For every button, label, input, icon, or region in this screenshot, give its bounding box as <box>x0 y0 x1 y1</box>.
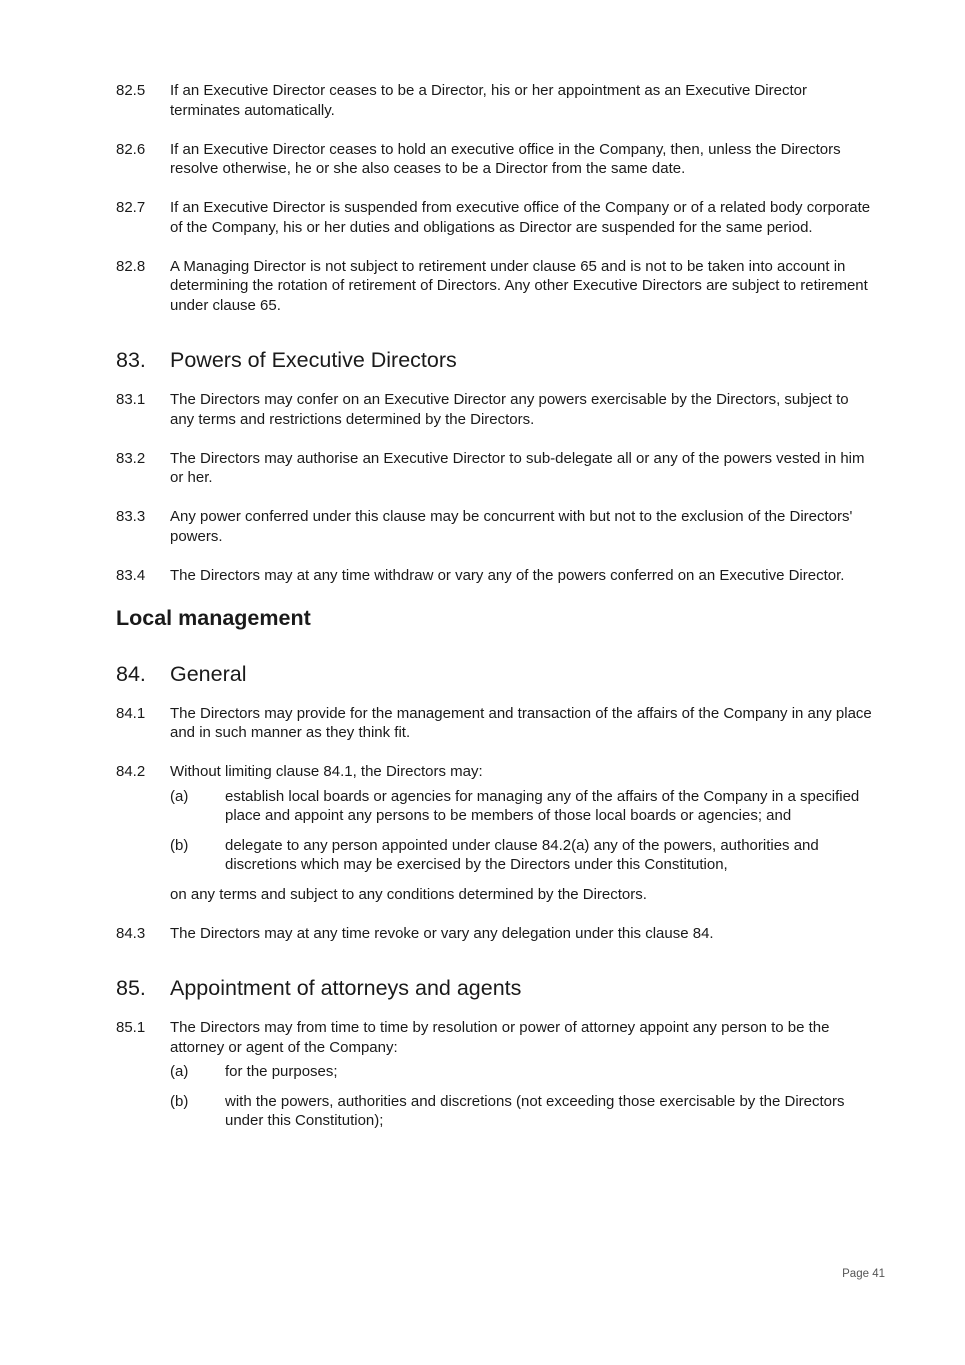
clause-85-1 <box>116 1018 876 1131</box>
subclause-label: (b) <box>170 1092 189 1110</box>
clause-number: 82.5 <box>116 82 146 99</box>
clause-83-2 <box>116 449 876 488</box>
clause-83-3 <box>116 507 876 546</box>
clause-number: 83.4 <box>116 566 146 584</box>
clause-text: If an Executive Director is suspended from executive office of the Company or of a related body corporate of the Company, his or her duties and obligations as Director are suspended for the same period. <box>170 199 871 236</box>
clause-84-1 <box>116 704 876 743</box>
section-number: 84. <box>116 661 146 686</box>
clause-number: 85.1 <box>116 1019 146 1036</box>
clause-body <box>170 1018 876 1131</box>
clause-number: 83.1 <box>116 391 146 408</box>
clause-body <box>170 762 876 904</box>
section-number: 85. <box>116 976 146 1000</box>
clause-83-1 <box>116 390 876 429</box>
page-number: Page 41 <box>842 1268 885 1280</box>
clause-text: The Directors may provide for the management and transaction of the affairs of the Company in any place and in such manner as they think fit. <box>170 704 872 741</box>
clause-82-5 <box>116 81 876 120</box>
section-number: 83. <box>116 348 146 372</box>
clause-text: The Directors may from time to time by resolution or power of attorney appoint any person to be the attorney or agent of the Company: <box>170 1019 830 1056</box>
subclause-text: establish local boards or agencies for managing any of the affairs of the Company in a specified place and appoint any persons to be members of those local boards or agencies; and <box>225 787 860 824</box>
clause-82-6 <box>116 140 876 179</box>
section-heading-85 <box>116 975 876 1001</box>
clause-number: 82.6 <box>116 140 146 158</box>
subclause-b <box>170 836 876 875</box>
subclause-label: (a) <box>170 787 189 805</box>
section-heading-84 <box>116 661 876 687</box>
clause-trailing-text: on any terms and subject to any conditions determined by the Directors. <box>170 885 647 903</box>
section-title: General <box>170 661 247 686</box>
document-page <box>116 81 876 1150</box>
clause-number: 84.3 <box>116 924 146 942</box>
section-heading-83 <box>116 347 876 373</box>
clause-84-3 <box>116 924 876 944</box>
clause-text: A Managing Director is not subject to retirement under clause 65 and is not to be taken into account in determining the rotation of retirement of Directors. Any other Executive Directors are subject to retirement under clause 65. <box>170 257 868 314</box>
subclause-text: delegate to any person appointed under clause 84.2(a) any of the powers, authorities and discretions which may be exercised by the Directors under this Constitution, <box>225 836 819 873</box>
clause-number: 82.7 <box>116 199 146 216</box>
subclause-b <box>170 1092 876 1131</box>
clause-text: If an Executive Director ceases to hold an executive office in the Company, then, unless the Directors resolve otherwise, he or she also ceases to be a Director from the same date. <box>170 140 841 177</box>
part-heading: Local management <box>116 605 311 630</box>
clause-text: The Directors may at any time revoke or vary any delegation under this clause 84. <box>170 924 714 942</box>
clause-number: 84.1 <box>116 704 146 722</box>
clause-text: Any power conferred under this clause may be concurrent with but not to the exclusion of the Directors' powers. <box>170 508 853 545</box>
clause-text: If an Executive Director ceases to be a Director, his or her appointment as an Executive Director terminates automatically. <box>170 82 807 119</box>
clause-82-8 <box>116 257 876 316</box>
clause-number: 82.8 <box>116 257 146 275</box>
subclause-a <box>170 1062 876 1082</box>
subclause-label: (a) <box>170 1063 189 1080</box>
clause-text: The Directors may at any time withdraw or vary any of the powers conferred on an Executive Director. <box>170 566 845 584</box>
clause-text: The Directors may authorise an Executive Director to sub-delegate all or any of the powers vested in him or her. <box>170 449 865 486</box>
clause-number: 83.2 <box>116 449 146 467</box>
subclause-label: (b) <box>170 836 189 854</box>
clause-text: The Directors may confer on an Executive Director any powers exercisable by the Directors, subject to any terms and restrictions determined by the Directors. <box>170 391 849 428</box>
clause-84-2 <box>116 762 876 904</box>
subclause-a <box>170 787 876 826</box>
clause-82-7 <box>116 198 876 237</box>
subclause-text: with the powers, authorities and discretions (not exceeding those exercisable by the Directors under this Constitution); <box>225 1092 845 1129</box>
section-title: Appointment of attorneys and agents <box>170 976 522 1000</box>
clause-83-4 <box>116 566 876 586</box>
clause-number: 84.2 <box>116 763 146 780</box>
clause-text: Without limiting clause 84.1, the Directors may: <box>170 763 483 780</box>
section-title: Powers of Executive Directors <box>170 348 457 372</box>
subclause-text: for the purposes; <box>225 1063 338 1080</box>
clause-number: 83.3 <box>116 508 146 525</box>
